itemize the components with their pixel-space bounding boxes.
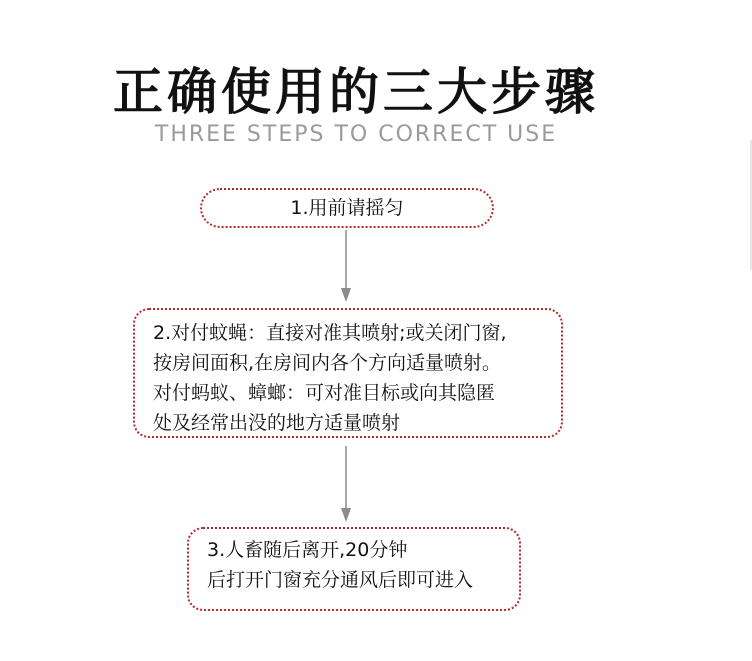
step-3-box: [187, 527, 521, 611]
step-2-line-4: 处及经常出没的地方适量喷射: [153, 412, 401, 434]
step-2-box: [133, 308, 563, 438]
step-2-line-2: 按房间面积,在房间内各个方向适量喷射。: [153, 352, 502, 374]
arrow-down-icon: [338, 228, 354, 304]
step-2-line-1: 2.对付蚊蝇：直接对准其喷射;或关闭门窗,: [153, 322, 507, 344]
step-2-line-3: 对付蚂蚁、蟑螂：可对准目标或向其隐匿: [153, 382, 496, 404]
page-subtitle: THREE STEPS TO CORRECT USE: [154, 122, 558, 147]
step-3-line-2: 后打开门窗充分通风后即可进入: [207, 569, 474, 591]
step-1-box: [200, 188, 494, 228]
arrow-down-icon: [338, 444, 354, 524]
step-1-text: 1.用前请摇匀: [290, 197, 404, 219]
step-3-line-1: 3.人畜随后离开,20分钟: [207, 539, 408, 561]
page-title: 正确使用的三大步骤: [113, 62, 599, 121]
